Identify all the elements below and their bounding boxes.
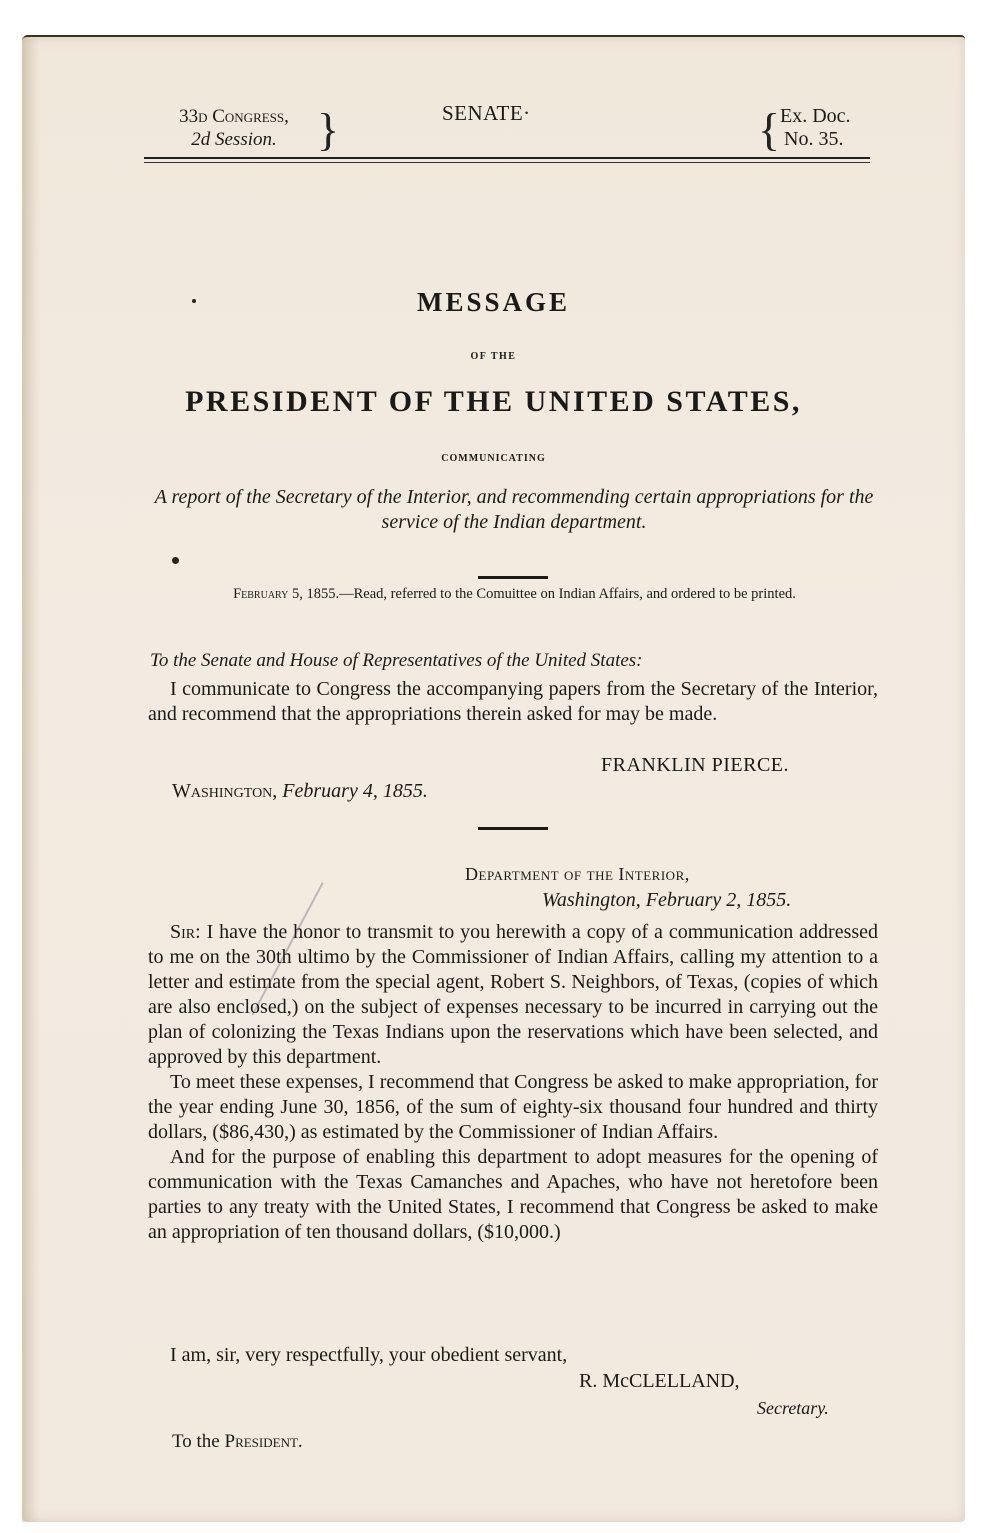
right-brace-icon: } [317, 104, 340, 155]
letter-salutation: Sir: [170, 921, 201, 943]
header-rule [144, 157, 870, 159]
ink-speck [172, 557, 179, 564]
document-number-label [780, 105, 851, 151]
secretary-title: Secretary. [757, 1398, 829, 1418]
referral-note [147, 585, 882, 604]
section-divider [478, 827, 548, 830]
president-signature: FRANKLIN PIERCE. [601, 754, 790, 776]
letter-addressee: To the President. [172, 1431, 303, 1452]
document-page [22, 35, 965, 1522]
letter-paragraph: And for the purpose of enabling this department to adopt measures for the opening of communication with the Texas Camanches and Apaches, who have not heretofore been parties to any treaty with the United States, I recommend that Congress be asked to make an appropriation of ten thousand dollars, ($10,000.) [148, 1146, 878, 1243]
letter-body [148, 920, 878, 1245]
presidential-message-body: I communicate to Congress the accompanying papers from the Secretary of the Interior, and recommend that the appropriations therein asked for may be made. [148, 678, 878, 725]
doc-type: Ex. Doc. [780, 105, 851, 127]
dateline-place: Washington, [172, 780, 278, 802]
referral-text: —Read, referred to the Comuittee on Indian Affairs, and ordered to be printed. [339, 586, 796, 602]
letter-paragraph: Sir: I have the honor to transmit to you herewith a copy of a communication addressed to me on the 30th ultimo by the Commissioner of Indian Affairs, calling my attention to a letter and estimate from the special agent, Robert S. Neighbors, of Texas, (copies of which are also enclosed,) on the subject of expenses necessary to be incurred in carrying out the plan of colonizing the Texas Indians upon the reservations which have been selected, and approved by this department. [148, 921, 879, 1068]
session-label: 2d Session. [191, 129, 277, 150]
letter-date: February 2, 1855. [645, 889, 792, 911]
title-communicating: COMMUNICATING [441, 453, 546, 464]
chamber-label: SENATE· [442, 101, 531, 125]
letter-closing: I am, sir, very respectfully, your obedient servant, [170, 1344, 568, 1366]
salutation: To the Senate and House of Representatives of the United States: [150, 650, 643, 671]
title-of-the: OF THE [470, 351, 517, 362]
left-brace-icon: { [758, 104, 781, 155]
subtitle: A report of the Secretary of the Interior, and recommending certain appropriations for the service of the Indian department. [154, 486, 874, 533]
dateline-date: February 4, 1855. [282, 780, 428, 802]
letter-dateline [542, 889, 791, 912]
title-president: PRESIDENT OF THE UNITED STATES, [185, 385, 802, 418]
section-divider [478, 576, 548, 579]
header-rule-thin [144, 162, 870, 163]
title-message: MESSAGE [416, 287, 571, 317]
secretary-signature: R. McCLELLAND, [579, 1370, 740, 1392]
message-dateline [172, 780, 428, 803]
congress-session-label [144, 105, 324, 151]
letter-paragraph: To meet these expenses, I recommend that Congress be asked to make appropriation, for the year ending June 30, 1856, of the sum of eighty-six thousand four hundred and thirty dollars, ($86,430,) as estimated by the Commissioner of Indian Affairs. [148, 1071, 878, 1143]
congress-number: 33d Congress, [179, 106, 289, 127]
doc-number: No. 35. [784, 128, 844, 150]
referral-date: February 5, 1855. [233, 586, 340, 602]
letter-place: Washington, [542, 889, 641, 911]
department-heading: Department of the Interior, [465, 864, 690, 884]
